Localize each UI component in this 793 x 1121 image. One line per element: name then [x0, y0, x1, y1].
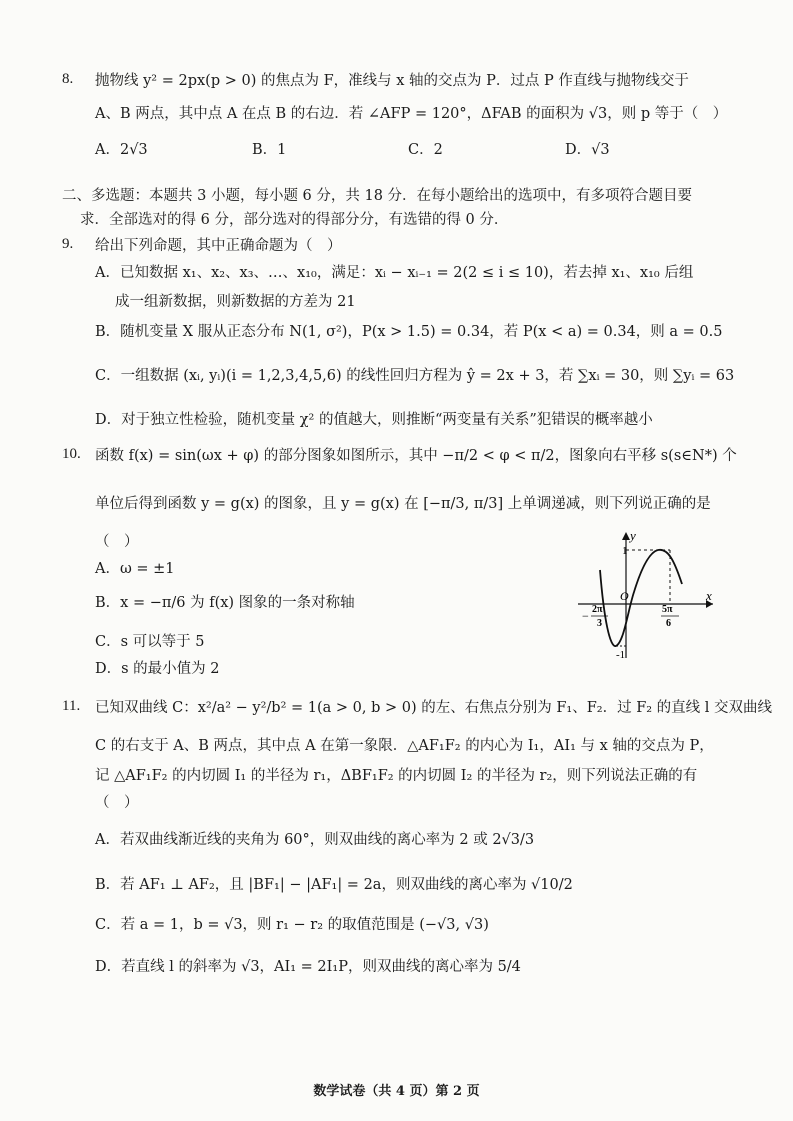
graph-right-tick-num: 5π: [662, 604, 673, 615]
q9-stem: 给出下列命题，其中正确命题为（ ）: [95, 238, 342, 254]
section2-heading-line1: 二、多选题：本题共 3 小题，每小题 6 分，共 18 分．在每小题给出的选项中，有多项符合题目要: [62, 188, 693, 204]
q11-stem-line2: C 的右支于 A、B 两点，其中点 A 在第一象限．△AF₁F₂ 的内心为 I₁，AI₁ 与 x 轴的交点为 P，: [95, 738, 714, 754]
section2-heading-line2: 求．全部选对的得 6 分，部分选对的得部分分，有选错的得 0 分．: [80, 212, 509, 228]
q8-stem-line1: 抛物线 y² = 2px(p > 0) 的焦点为 F，准线与 x 轴的交点为 P．过点 P 作直线与抛物线交于: [95, 73, 689, 89]
q9-option-d: D．对于独立性检验，随机变量 χ² 的值越大，则推断“两变量有关系”犯错误的概率越小: [95, 412, 653, 428]
q8-option-b: B．1: [252, 142, 287, 158]
q11-option-c: C．若 a = 1，b = √3，则 r₁ − r₂ 的取值范围是 (−√3, √3): [95, 917, 489, 933]
q11-option-b: B．若 AF₁ ⊥ AF₂，且 |BF₁| − |AF₁| = 2a，则双曲线的离心率为 √10/2: [95, 877, 573, 893]
q11-option-d: D．若直线 l 的斜率为 √3，AI₁ = 2I₁P，则双曲线的离心率为 5/4: [95, 959, 521, 975]
q10-sine-graph: [578, 530, 718, 660]
graph-x-label: x: [706, 588, 712, 603]
q9-option-b: B．随机变量 X 服从正态分布 N(1, σ²)，P(x > 1.5) = 0.34，若 P(x < a) = 0.34，则 a = 0.5: [95, 324, 723, 340]
q9-option-c: C．一组数据 (xᵢ, yᵢ)(i = 1,2,3,4,5,6) 的线性回归方程为 ŷ = 2x + 3，若 ∑xᵢ = 30，则 ∑yᵢ = 63: [95, 368, 735, 384]
q10-stem-line2: 单位后得到函数 y = g(x) 的图象，且 y = g(x) 在 [−π/3, π/3] 上单调递减，则下列说正确的是: [95, 496, 711, 512]
q8-option-d: D．√3: [565, 142, 610, 158]
q10-option-d: D．s 的最小值为 2: [95, 661, 220, 677]
q10-option-a: A．ω = ±1: [95, 561, 175, 577]
page-footer: 数学试卷（共 4 页）第 2 页: [313, 1084, 480, 1099]
q9-option-a-line1: A．已知数据 x₁、x₂、x₃、…、x₁₀，满足：xᵢ − xᵢ₋₁ = 2(2 ≤ i ≤ 10)，若去掉 x₁、x₁₀ 后组: [95, 265, 694, 281]
graph-origin-label: O: [620, 589, 629, 603]
q11-paren: （ ）: [95, 795, 139, 811]
graph-min-label: -1: [616, 649, 626, 660]
q10-stem-line1: 函数 f(x) = sin(ωx + φ) 的部分图象如图所示，其中 −π/2 < φ < π/2，图象向右平移 s(s∈N*) 个: [95, 448, 737, 464]
question-number-11: 11.: [62, 698, 81, 714]
graph-y-label: y: [630, 530, 636, 543]
graph-max-label: 1: [622, 545, 628, 557]
q11-stem-line3: 记 △AF₁F₂ 的内切圆 I₁ 的半径为 r₁，ΔBF₁F₂ 的内切圆 I₂ 的半径为 r₂，则下列说法正确的有: [95, 768, 698, 784]
q8-option-c: C．2: [408, 142, 443, 158]
graph-left-tick-num: 2π: [592, 604, 603, 615]
q10-option-c: C．s 可以等于 5: [95, 634, 205, 650]
q10-paren: （ ）: [95, 534, 139, 550]
q10-option-b: B．x = −π/6 为 f(x) 图象的一条对称轴: [95, 595, 355, 611]
graph-right-tick-den: 6: [666, 618, 671, 629]
q11-option-a: A．若双曲线渐近线的夹角为 60°，则双曲线的离心率为 2 或 2√3/3: [95, 832, 535, 848]
q8-stem-line2: A、B 两点，其中点 A 在点 B 的右边．若 ∠AFP = 120°，ΔFAB 的面积为 √3，则 p 等于（ ）: [95, 106, 728, 122]
question-number-9: 9.: [62, 236, 74, 252]
q9-option-a-line2: 成一组新数据，则新数据的方差为 21: [115, 294, 356, 310]
question-number-8: 8.: [62, 71, 74, 87]
q11-stem-line1: 已知双曲线 C：x²/a² − y²/b² = 1(a > 0, b > 0) 的左、右焦点分别为 F₁、F₂．过 F₂ 的直线 l 交双曲线: [95, 700, 773, 716]
graph-left-tick-den: 3: [597, 618, 602, 629]
question-number-10: 10.: [62, 446, 81, 462]
graph-left-minus: −: [582, 609, 589, 623]
q8-option-a: A．2√3: [95, 142, 148, 158]
